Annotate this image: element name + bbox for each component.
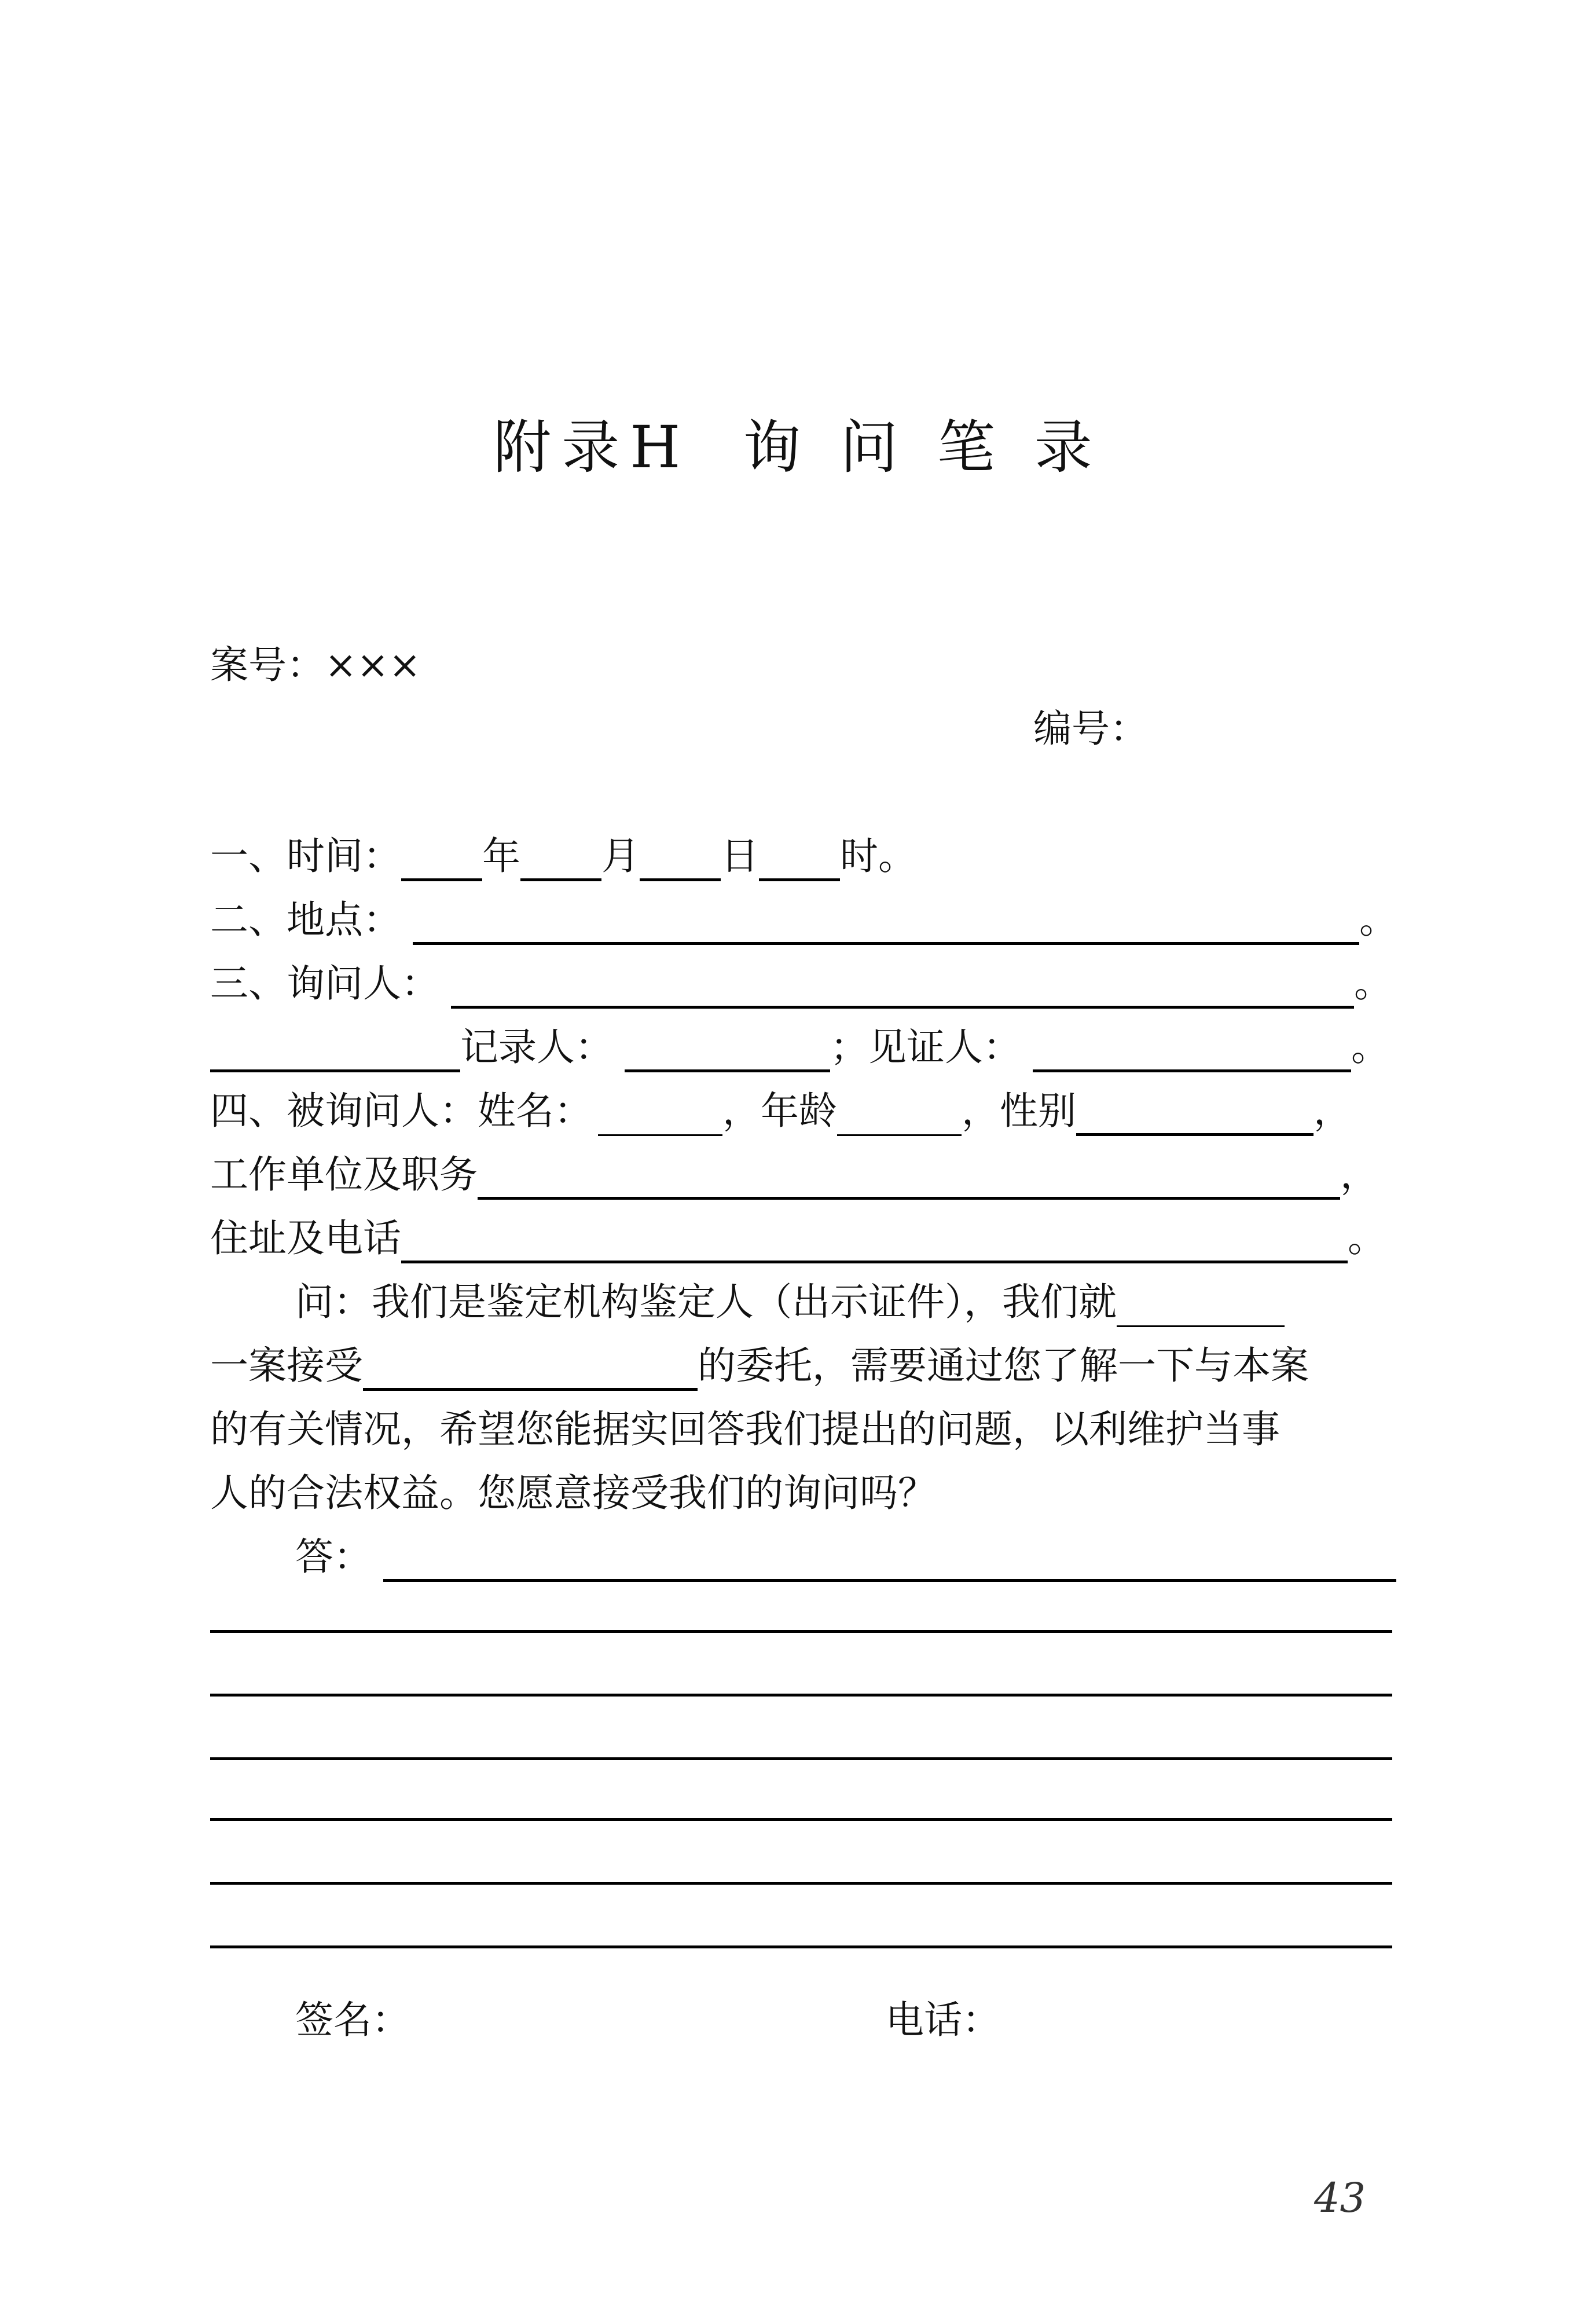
question-text-1: 问：我们是鉴定机构鉴定人（出示证件），我们就: [295, 1280, 1117, 1324]
place-field[interactable]: [413, 902, 1359, 945]
work-end: ，: [1340, 1152, 1378, 1197]
recorder-label: 记录人：: [460, 1025, 613, 1069]
inquirer-row: [210, 944, 1392, 1007]
age-label: ，年龄: [722, 1089, 837, 1133]
address-label: 住址及电话: [210, 1216, 401, 1261]
phone-label: 电话：: [886, 1998, 1000, 2042]
answer-label: 答：: [295, 1534, 372, 1579]
answer-line[interactable]: [210, 1630, 1392, 1633]
recorder-row: [210, 1007, 1389, 1071]
question-text-2b: 的委托，需要通过您了解一下与本案: [698, 1343, 1309, 1388]
phone-row: [886, 1980, 1000, 2044]
case-name-field[interactable]: [1117, 1285, 1285, 1327]
time-label: 一、时间：: [210, 834, 401, 878]
answer-line[interactable]: [210, 1945, 1392, 1948]
witness-label: ；见证人：: [830, 1025, 1021, 1069]
page-number: 43: [1314, 2174, 1366, 2222]
interviewee-end: ，: [1314, 1089, 1352, 1133]
signature-row: [295, 1980, 410, 2044]
work-field[interactable]: [478, 1156, 1340, 1200]
address-field[interactable]: [401, 1220, 1348, 1263]
entrusting-party-field[interactable]: [363, 1347, 698, 1391]
day-field[interactable]: [640, 838, 721, 881]
question-line-2: [210, 1326, 1309, 1390]
interviewee-row: [210, 1071, 1352, 1135]
work-row: [210, 1135, 1378, 1199]
recorder-end: 。: [1351, 1025, 1389, 1069]
answer-line[interactable]: [210, 1694, 1392, 1697]
question-line-1: [295, 1262, 1285, 1326]
hour-label: 时。: [840, 834, 916, 878]
place-end: 。: [1359, 897, 1397, 942]
place-row: [210, 880, 1397, 944]
address-end: 。: [1348, 1216, 1386, 1261]
inquirer-field[interactable]: [451, 965, 1354, 1009]
inquirer-label: 三、询问人：: [210, 961, 439, 1006]
case-number: [210, 625, 421, 689]
answer-field[interactable]: [383, 1538, 1396, 1582]
address-row: [210, 1199, 1386, 1262]
interviewee-label: 四、被询问人：姓名：: [210, 1089, 592, 1133]
question-text-4: 人的合法权益。您愿意接受我们的询问吗？: [210, 1471, 936, 1515]
gender-label: ，性别: [962, 1089, 1076, 1133]
time-row: [210, 816, 916, 880]
serial-number: [1033, 689, 1148, 753]
year-field[interactable]: [401, 838, 482, 881]
page-title: [0, 401, 1596, 484]
inquirer-field-2[interactable]: [210, 1029, 460, 1072]
question-line-3: [210, 1390, 1280, 1453]
recorder-field[interactable]: [625, 1029, 830, 1072]
work-label: 工作单位及职务: [210, 1152, 478, 1197]
serial-number-label: 编号：: [1033, 706, 1148, 751]
question-line-4: [210, 1453, 936, 1517]
answer-line[interactable]: [210, 1882, 1392, 1885]
place-label: 二、地点：: [210, 897, 401, 942]
inquirer-end: 。: [1354, 961, 1392, 1006]
month-field[interactable]: [520, 838, 601, 881]
month-label: 月: [601, 834, 640, 878]
title-main: 询 问 笔 录: [743, 413, 1103, 481]
title-prefix: 附录H: [493, 413, 691, 481]
year-label: 年: [482, 834, 520, 878]
day-label: 日: [721, 834, 759, 878]
name-field[interactable]: [598, 1094, 722, 1136]
question-text-3: 的有关情况，希望您能据实回答我们提出的问题，以利维护当事: [210, 1407, 1280, 1452]
gender-field[interactable]: [1076, 1093, 1314, 1136]
answer-row: [295, 1517, 1396, 1581]
answer-line[interactable]: [210, 1757, 1392, 1760]
case-number-label: 案号：×××: [210, 643, 421, 687]
signature-label: 签名：: [295, 1998, 410, 2042]
witness-field[interactable]: [1033, 1029, 1351, 1072]
answer-line[interactable]: [210, 1818, 1392, 1821]
question-text-2a: 一案接受: [210, 1343, 363, 1388]
hour-field[interactable]: [759, 838, 840, 881]
age-field[interactable]: [837, 1094, 962, 1136]
